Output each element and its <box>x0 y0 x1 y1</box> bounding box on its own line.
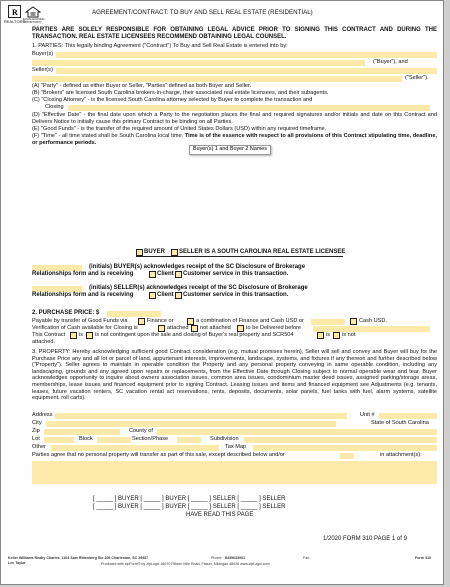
buyer-client-label: Client <box>157 271 174 277</box>
other-field[interactable] <box>51 445 219 451</box>
block-label: Block <box>79 436 93 442</box>
unit-label: Unit # <box>360 412 375 418</box>
produced-by: Produced with zipForm® by zipLogix 18070 Fifteen Mile Road, Fraser, Michigan 48026 www.zipLogix.com <box>101 562 270 566</box>
contingent-is-checkbox[interactable] <box>70 332 77 339</box>
unit-field[interactable] <box>379 413 437 419</box>
scr504-is-not-checkbox[interactable] <box>333 332 340 339</box>
buyer-ack-text: (initials) BUYER(s) acknowledges receipt of the SC Disclosure of Brokerage <box>89 264 306 270</box>
city-label: City <box>32 420 42 426</box>
buyer-licensee-label: BUYER <box>144 249 166 255</box>
phone-number: 8435633901 <box>225 556 245 560</box>
lot-label: Lot <box>32 436 40 442</box>
combination-checkbox[interactable] <box>187 318 194 325</box>
city-field[interactable] <box>46 421 336 427</box>
personal-property-text-2: in attachment(s): <box>380 452 422 458</box>
scr504-is-label: is <box>326 332 331 338</box>
county-label: County of <box>129 428 153 434</box>
attachment-field[interactable] <box>340 453 354 459</box>
subdivision-field[interactable] <box>244 437 437 443</box>
cash-not-attached-checkbox[interactable] <box>191 325 198 332</box>
seller-suffix: ("Seller"). <box>405 75 429 81</box>
seller-licensee-label: SELLER IS A SOUTH CAROLINA REAL ESTATE LICENSEE <box>179 249 346 255</box>
equal-housing-icon <box>25 5 41 17</box>
realtor-logo-icon: R <box>8 5 21 18</box>
contingent-is-label: is <box>79 332 84 338</box>
parties-intro: 1. PARTIES: This legally binding Agreement ("Contract") To Buy and Sell Real Estate is entered into by: <box>32 43 288 49</box>
buyer-ack-text-2: Relationships form and is receiving <box>32 271 134 277</box>
legal-notice: PARTIES ARE SOLELY RESPONSIBLE FOR OBTAINING LEGAL ADVICE PRIOR TO SIGNING THIS CONTRACT AND DURING THE TRANSACTION. REAL ESTATE LICENSEES RECOMMEND OBTAINING LEGAL COUNSEL. <box>32 27 437 40</box>
personal-property-text: Parties agree that no personal property will transfer as part of this sale, except described below and/or <box>32 452 285 458</box>
definition-a: (A) "Party" - defined as either Buyer or Seller, "Parties" defined as both Buyer and Seller. <box>32 83 252 89</box>
seller-client-label: Client <box>157 292 174 298</box>
seller-customer-checkbox[interactable] <box>175 292 182 299</box>
cash-label: Cash USD. <box>359 318 387 324</box>
buyer-label: Buyer(s) <box>32 51 54 57</box>
subdivision-label: Subdivision <box>210 436 239 442</box>
definition-d: (D) "Effective Date" - the final date upon which a Party to the negotiation places the final and required signatures and/or initials and date on this Contract and Delivers Notice to initially cause this primary Contract to be binding on all Parties. <box>32 112 437 125</box>
seller-name-field-2[interactable] <box>32 76 402 82</box>
section-field[interactable] <box>177 437 201 443</box>
state-label: State of South Carolina <box>371 420 429 426</box>
finance-label: Finance or <box>147 318 174 324</box>
definition-b: (B) "Brokers" are licensed South Carolina brokers-in-charge, their associated real estate licensees, and their subagents. <box>32 90 329 96</box>
buyer-licensee-checkbox[interactable] <box>136 249 143 256</box>
other-label: Other <box>32 444 46 450</box>
realtor-label: REALTOR® <box>4 19 26 24</box>
seller-label: Seller(s) <box>32 67 53 73</box>
contingency-text-2: is not contingent upon the sale and closing of Buyer's real property and SCR504 <box>95 332 294 338</box>
taxmap-label: Tax Map <box>225 444 247 450</box>
seller-client-checkbox[interactable] <box>149 292 156 299</box>
delivered-before-field[interactable] <box>313 326 430 332</box>
cash-not-attached-label: not attached <box>200 325 231 331</box>
seller-name-field-1[interactable] <box>56 68 437 74</box>
seller-customer-label: Customer service in this transaction. <box>183 292 289 298</box>
initials-row: [ _____ ] BUYER [ _____ ] BUYER [ _____ ] SELLER [ _____ ] SELLER <box>93 496 286 502</box>
lot-field[interactable] <box>44 437 74 443</box>
cash-attached-label: attached <box>167 325 189 331</box>
personal-property-field[interactable] <box>32 461 437 484</box>
buyer-customer-label: Customer service in this transaction. <box>183 271 289 277</box>
zip-label: Zip <box>32 428 40 434</box>
contingent-is-not-checkbox[interactable] <box>86 332 93 339</box>
cash-attached-checkbox[interactable] <box>158 325 165 332</box>
page-title: AGREEMENT/CONTRACT: TO BUY AND SELL REAL ESTATE (RESIDENTIAL) <box>92 9 313 16</box>
seller-ack-text: (initials) SELLER(s) acknowledges receipt of the SC Disclosure of Brokerage <box>89 285 308 291</box>
scr504-is-not-label: is not <box>342 332 356 338</box>
field-tooltip: Buyer(s) 1 and Buyer 2 Names <box>189 145 271 155</box>
zip-field[interactable] <box>44 429 120 435</box>
closing-label: Closing <box>45 104 64 110</box>
form-page-number: 1/2020 FORM 310 PAGE 1 of 9 <box>323 536 407 542</box>
buyer-customer-checkbox[interactable] <box>175 271 182 278</box>
scr504-is-checkbox[interactable] <box>317 332 324 339</box>
closing-attorney-field[interactable] <box>68 105 430 111</box>
definition-f-text: (F) "Time" - all time stated shall be South Carolina local time. <box>32 133 185 139</box>
combination-amount-field[interactable] <box>311 319 345 325</box>
seller-licensee-checkbox[interactable] <box>171 249 178 256</box>
payable-text: Payable by transfer of Good Funds via <box>32 318 128 324</box>
combination-label: a combination of Finance and Cash USD or <box>196 318 304 324</box>
taxmap-field[interactable] <box>253 445 437 451</box>
attached-end-label: attached. <box>32 339 56 345</box>
phone-label: Phone: <box>211 556 223 560</box>
buyer-suffix: ("Buyer"), and <box>373 59 408 65</box>
cash-delivered-label: to be Delivered before <box>246 325 302 331</box>
contingency-text: This Contract <box>32 332 66 338</box>
definition-c: (C) "Closing Attorney" - is the licensed South Carolina attorney selected by Buyer to complete the transaction and <box>32 97 313 103</box>
finance-checkbox[interactable] <box>138 318 145 325</box>
cash-delivered-checkbox[interactable] <box>237 325 244 332</box>
seller-ack-text-2: Relationships form and is receiving <box>32 292 134 298</box>
buyer-client-checkbox[interactable] <box>149 271 156 278</box>
property-paragraph: 3. PROPERTY: Hereby acknowledging sufficient good Contract consideration (e.g. mutual promises herein), Seller will sell and convey and Buyer will buy for the Purchase Price any and all lot or parcel of land, appurtenant interests, improvements, landscape, systems, and fixtures if any thereon and further described below ("Property"). Seller agrees to maintain in operable condition the Property and any personal property conveying in same operable condition, including any landscaping, grounds and any agreed upon repairs or replacements, from the Effective Date through Closing subject to normal operable wear and tear. Buyer acknowledges opportunity to inquire about owners association issues, common area issues, condominium master deed issues, assigned parking/storage areas, memberships, lease issues and financed equipment prior to signing Contract. Leasing issues and items and financed equipment see Adjustments (e.g. tenants, leases, future vacation renters, SC vacation rental act reservations, rents, deposits, documents, solar panels, fuel tanks with fuel, alarm systems, satellite equipment, roll carts). <box>32 349 437 402</box>
address-field[interactable] <box>55 413 347 419</box>
purchase-price-field[interactable] <box>107 311 161 317</box>
block-field[interactable] <box>97 437 131 443</box>
agent-name: Lee Taylor <box>8 561 26 565</box>
cash-checkbox[interactable] <box>350 318 357 325</box>
broker-info: Keller Williams Realty Charles, 1104 Sam Rittenberg Ste 205 Charleston, SC 29407 <box>8 556 149 560</box>
equal-housing-label: EQUAL HOUSING OPPORTUNITY <box>23 18 45 24</box>
section-label: Section/Phase <box>132 436 169 442</box>
fax-label: Fax: <box>303 556 310 560</box>
address-label: Address <box>32 412 53 418</box>
buyer-name-field-1[interactable] <box>56 52 437 58</box>
form-number: Form 310 <box>415 556 431 560</box>
county-field[interactable] <box>157 429 437 435</box>
definition-e: (E) "Good Funds" - is the transfer of the required amount of United States Dollars (USD) within any required timeframe. <box>32 126 327 132</box>
licensee-underline <box>136 256 343 257</box>
time-of-essence-text: Time is of the essence with respect to all provisions of this Contract stipulating time, deadline, or performance periods. <box>32 133 437 146</box>
buyer-name-field-2[interactable] <box>32 60 365 66</box>
initials-row-2: [ _____ ] BUYER [ _____ ] BUYER [ _____ ] SELLER [ _____ ] SELLER <box>93 504 286 510</box>
purchase-price-heading: 2. PURCHASE PRICE: $ <box>32 310 100 316</box>
verification-text: Verification of Cash available for Closing is <box>32 325 138 331</box>
read-page-label: HAVE READ THIS PAGE <box>186 512 254 518</box>
